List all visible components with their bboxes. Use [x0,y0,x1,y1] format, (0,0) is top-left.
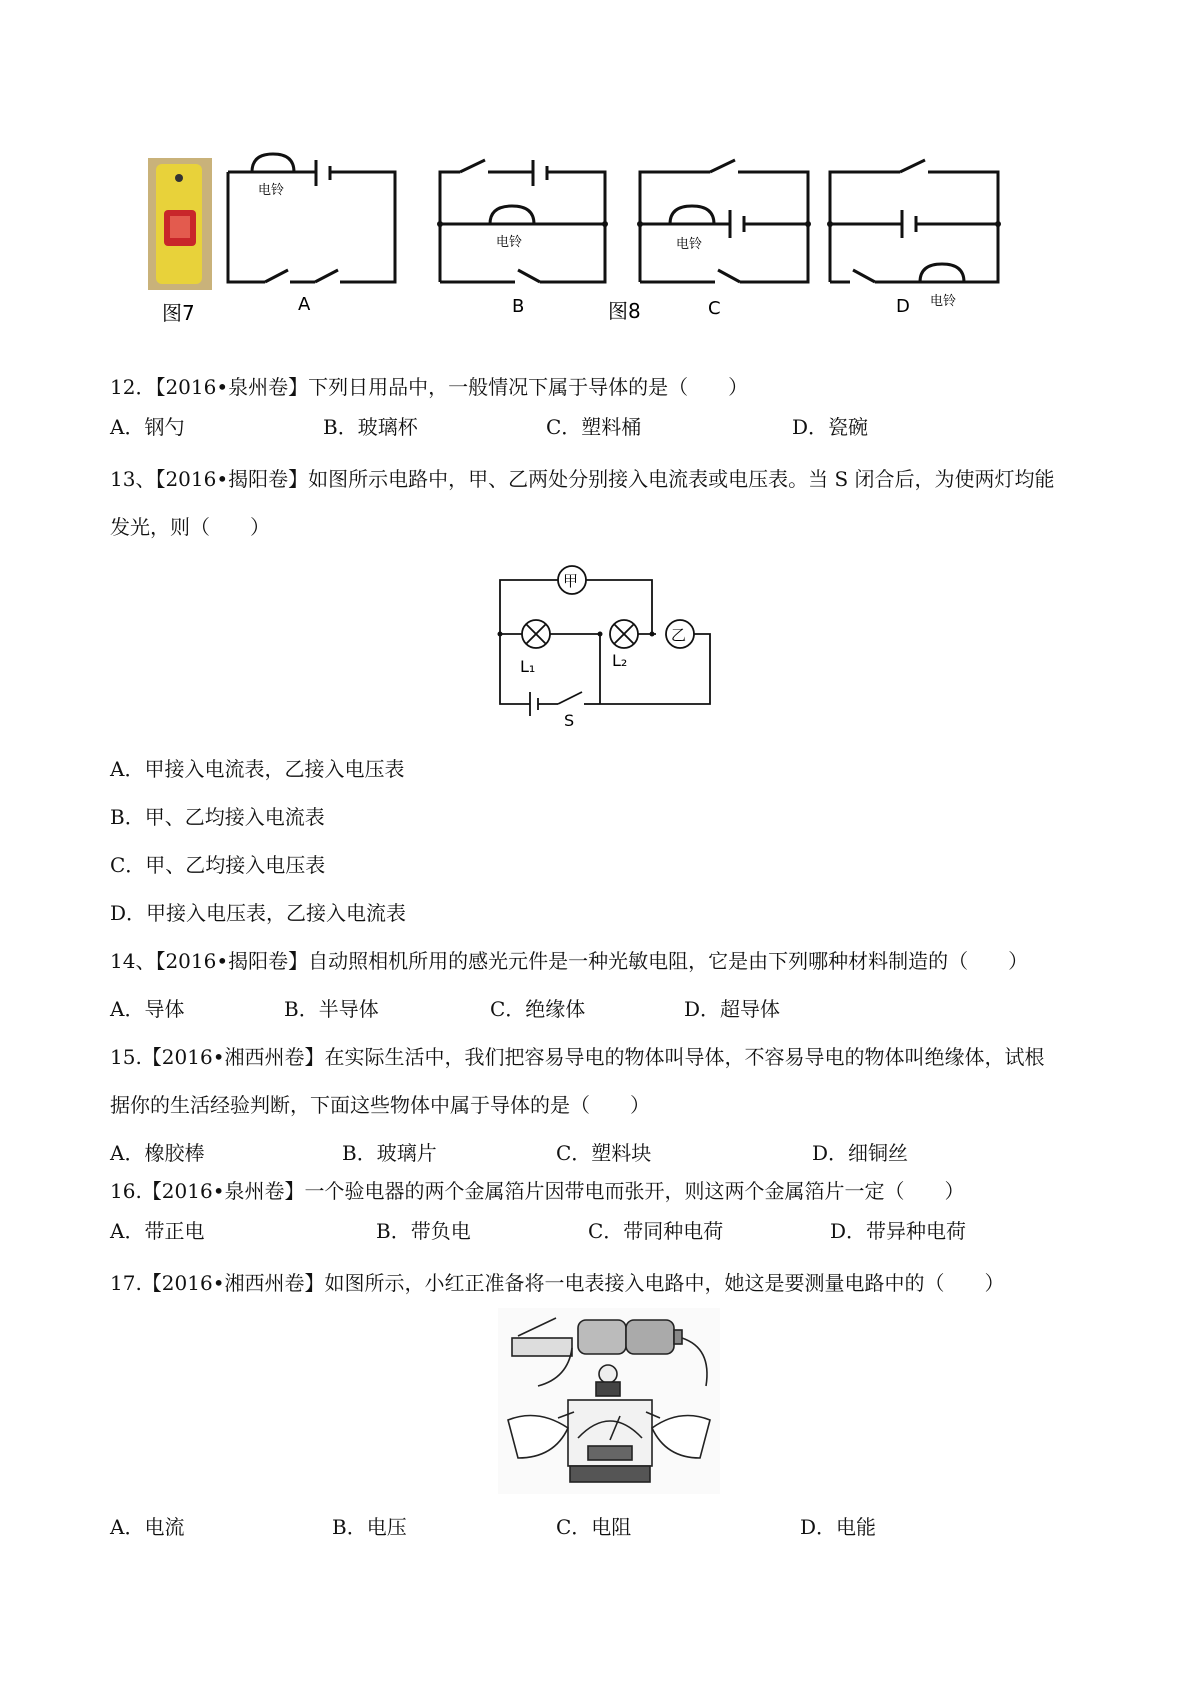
meter-jia-label: 甲 [563,572,579,590]
bell-label-a: 电铃 [258,183,285,198]
q17-meter-photo [498,1308,720,1494]
bell-photo [148,158,212,290]
q15-option-a[interactable]: A．橡胶棒 [110,1141,205,1165]
circuit-d [830,160,998,282]
circuit-b [440,160,605,282]
q16-option-a[interactable]: A．带正电 [110,1219,205,1243]
fig7-caption: 图7 [162,301,195,325]
q13-stem-line1: 13、【2016•揭阳卷】如图所示电路中，甲、乙两处分别接入电流表或电压表。当 S 闭合后，为使两灯均能 [110,467,1055,491]
q15-stem-line2: 据你的生活经验判断，下面这些物体中属于导体的是（ ） [110,1093,650,1117]
q17-stem: 17.【2016•湘西州卷】如图所示，小红正准备将一电表接入电路中，她这是要测量电路中的（ ） [110,1271,1005,1295]
q17-option-a[interactable]: A．电流 [110,1515,185,1539]
q13-option-d[interactable]: D．甲接入电压表，乙接入电流表 [110,901,407,925]
q13-option-c[interactable]: C．甲、乙均接入电压表 [110,853,326,877]
q16-option-c[interactable]: C．带同种电荷 [588,1219,724,1243]
q17-option-c[interactable]: C．电阻 [556,1515,632,1539]
q13-circuit-figure [490,560,720,730]
switch-s-label: S [564,711,575,730]
diagram-letter-d: D [896,296,910,317]
lamp-l2-label: L₂ [612,651,628,670]
lamp-l1-label: L₁ [520,657,536,676]
q15-option-d[interactable]: D．细铜丝 [812,1141,909,1165]
figure-7-8 [140,150,1100,350]
circuit-a [228,154,395,282]
diagram-letter-c: C [708,298,721,319]
q14-option-d[interactable]: D．超导体 [684,997,781,1021]
diagram-letter-b: B [512,296,525,317]
meter-yi-label: 乙 [671,626,687,644]
q12-option-d[interactable]: D．瓷碗 [792,415,869,439]
q12-stem: 12．【2016•泉州卷】下列日用品中，一般情况下属于导体的是（ ） [110,375,749,399]
q16-option-d[interactable]: D．带异种电荷 [830,1219,967,1243]
q13-option-b[interactable]: B．甲、乙均接入电流表 [110,805,325,829]
q14-option-c[interactable]: C．绝缘体 [490,997,586,1021]
q15-option-b[interactable]: B．玻璃片 [342,1141,437,1165]
q12-option-a[interactable]: A．钢勺 [110,415,185,439]
q13-option-a[interactable]: A．甲接入电流表，乙接入电压表 [110,757,405,781]
q17-option-b[interactable]: B．电压 [332,1515,407,1539]
fig8-caption: 图8 [608,299,641,323]
circuit-c [640,160,808,282]
q14-option-a[interactable]: A．导体 [110,997,185,1021]
q15-option-c[interactable]: C．塑料块 [556,1141,652,1165]
q12-option-b[interactable]: B．玻璃杯 [323,415,418,439]
q12-option-c[interactable]: C．塑料桶 [546,415,642,439]
bell-label-b: 电铃 [496,235,523,250]
bell-label-c: 电铃 [676,237,703,252]
diagram-letter-a: A [298,294,311,315]
q14-stem: 14、【2016•揭阳卷】自动照相机所用的感光元件是一种光敏电阻，它是由下列哪种材料制造的（ ） [110,949,1029,973]
q17-option-d[interactable]: D．电能 [800,1515,877,1539]
q15-stem-line1: 15.【2016•湘西州卷】在实际生活中，我们把容易导电的物体叫导体，不容易导电的物体叫绝缘体，试根 [110,1045,1045,1069]
q13-stem-line2: 发光，则（ ） [110,515,270,539]
q14-option-b[interactable]: B．半导体 [284,997,379,1021]
q16-stem: 16.【2016•泉州卷】一个验电器的两个金属箔片因带电而张开，则这两个金属箔片一定（ ） [110,1179,965,1203]
bell-label-d: 电铃 [930,294,957,309]
q16-option-b[interactable]: B．带负电 [376,1219,471,1243]
